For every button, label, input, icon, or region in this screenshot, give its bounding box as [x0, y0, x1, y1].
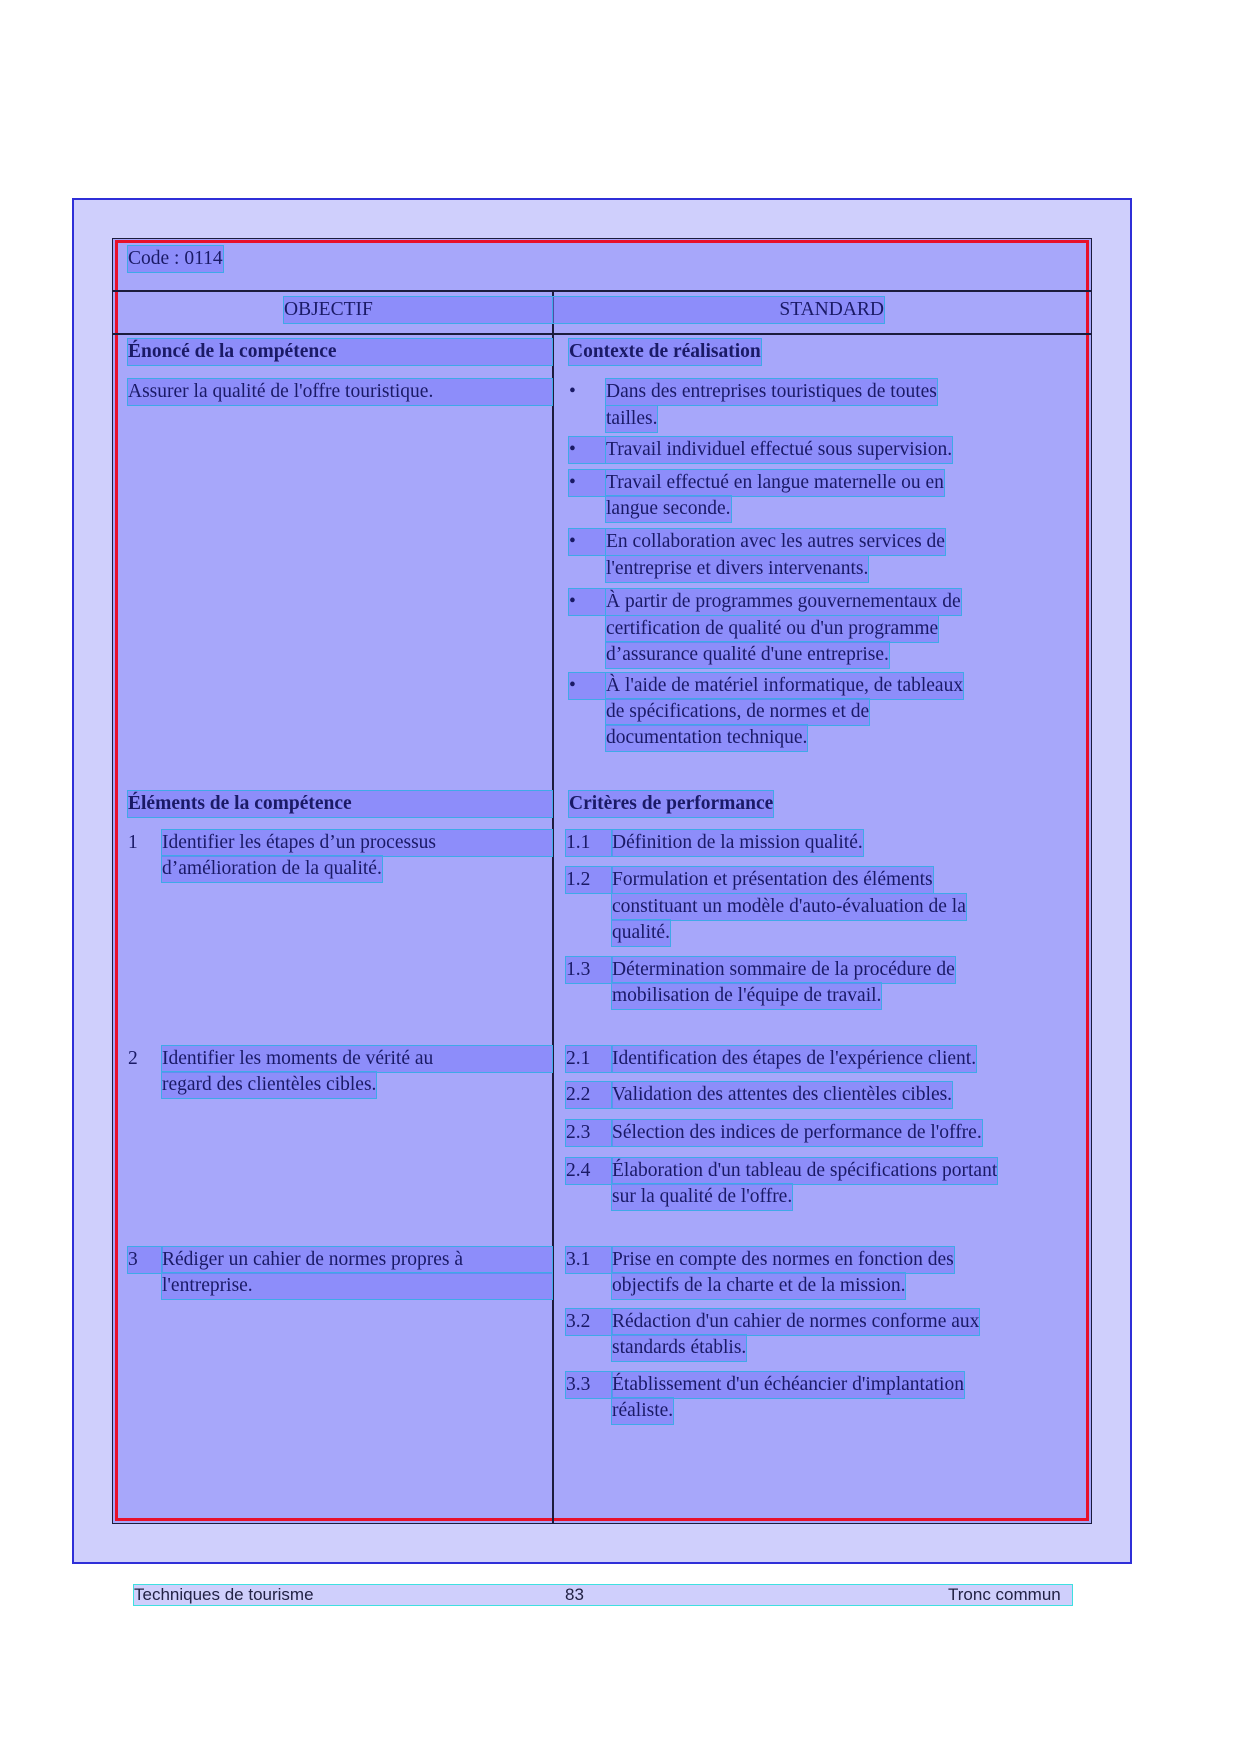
critere-2-2-number: 2.2 [566, 1082, 612, 1108]
critere-1-2-line-2: constituant un modèle d'auto-évaluation de la [612, 894, 966, 920]
element-3-line-1: Rédiger un cahier de normes propres à [162, 1247, 552, 1273]
contexte-heading: Contexte de réalisation [569, 339, 761, 365]
critere-3-2-line-2: standards établis. [612, 1335, 746, 1361]
criteres-heading: Critères de performance [569, 791, 773, 817]
contexte-item-1-line-1: Dans des entreprises touristiques de toutes [606, 379, 937, 405]
contexte-item-4-line-2: l'entreprise et divers intervenants. [606, 556, 868, 582]
contexte-item-6-line-3: documentation technique. [606, 725, 807, 751]
critere-2-4-line-1: Élaboration d'un tableau de spécifications portant [612, 1158, 997, 1184]
critere-1-2-line-1: Formulation et présentation des éléments [612, 867, 933, 893]
critere-1-2-line-3: qualité. [612, 920, 670, 946]
contexte-item-3-line-2: langue seconde. [606, 496, 731, 522]
header-objectif: OBJECTIF [284, 297, 552, 323]
contexte-item-1-line-2: tailles. [606, 406, 657, 432]
element-2-number: 2 [128, 1048, 138, 1069]
footer-program: Techniques de tourisme [134, 1585, 314, 1604]
code-label: Code : 0114 [128, 246, 223, 272]
divider-code [113, 290, 1091, 292]
critere-2-4-number: 2.4 [566, 1158, 612, 1184]
critere-2-4-line-2: sur la qualité de l'offre. [612, 1184, 792, 1210]
contexte-item-4-line-1: En collaboration avec les autres services de [606, 529, 945, 555]
critere-3-1-line-1: Prise en compte des normes en fonction des [612, 1247, 954, 1273]
contexte-item-5-line-3: d’assurance qualité d'une entreprise. [606, 642, 889, 668]
critere-2-1-line-1: Identification des étapes de l'expérience client. [612, 1046, 976, 1072]
bullet-icon: • [569, 529, 605, 555]
contexte-item-5-line-2: certification de qualité ou d'un programme [606, 616, 938, 642]
contexte-item-6-line-2: de spécifications, de normes et de [606, 699, 869, 725]
contexte-item-5-line-1: À partir de programmes gouvernementaux de [606, 589, 961, 615]
bullet-icon: • [569, 381, 576, 402]
element-3-number: 3 [128, 1247, 162, 1273]
footer-section: Tronc commun [948, 1585, 1061, 1604]
enonce-text: Assurer la qualité de l'offre touristique. [128, 379, 552, 405]
critere-2-3-line-1: Sélection des indices de performance de l'offre. [612, 1120, 982, 1146]
contexte-item-2-line-1: Travail individuel effectué sous supervision. [606, 437, 952, 463]
elements-heading: Éléments de la compétence [128, 791, 552, 817]
header-standard: STANDARD [553, 297, 884, 323]
bullet-icon: • [569, 673, 605, 699]
contexte-item-6-line-1: À l'aide de matériel informatique, de tableaux [606, 673, 963, 699]
divider-headers [113, 333, 1091, 335]
critere-2-3-number: 2.3 [566, 1120, 612, 1146]
column-divider [552, 291, 554, 1523]
contexte-item-3-line-1: Travail effectué en langue maternelle ou en [606, 470, 944, 496]
critere-3-2-number: 3.2 [566, 1309, 612, 1335]
critere-1-3-number: 1.3 [566, 957, 612, 983]
critere-1-1-number: 1.1 [566, 830, 612, 856]
enonce-heading: Énoncé de la compétence [128, 339, 552, 365]
element-1-number: 1 [128, 832, 138, 853]
critere-3-1-number: 3.1 [566, 1247, 612, 1273]
critere-3-3-number: 3.3 [566, 1372, 612, 1398]
footer-page-number: 83 [565, 1585, 584, 1604]
critere-3-3-line-1: Établissement d'un échéancier d'implantation [612, 1372, 964, 1398]
critere-1-1-line-1: Définition de la mission qualité. [612, 830, 863, 856]
element-2-line-2: regard des clientèles cibles. [162, 1072, 376, 1098]
critere-1-3-line-1: Détermination sommaire de la procédure de [612, 957, 955, 983]
critere-1-3-line-2: mobilisation de l'équipe de travail. [612, 983, 881, 1009]
element-1-line-1: Identifier les étapes d’un processus [162, 830, 552, 856]
element-1-line-2: d’amélioration de la qualité. [162, 856, 382, 882]
critere-3-3-line-2: réaliste. [612, 1398, 673, 1424]
bullet-icon: • [569, 470, 605, 496]
bullet-icon: • [569, 589, 605, 615]
element-3-line-2: l'entreprise. [162, 1273, 552, 1299]
element-2-line-1: Identifier les moments de vérité au [162, 1046, 552, 1072]
bullet-icon: • [569, 437, 605, 463]
critere-3-1-line-2: objectifs de la charte et de la mission. [612, 1273, 905, 1299]
critere-2-2-line-1: Validation des attentes des clientèles cibles. [612, 1082, 952, 1108]
critere-2-1-number: 2.1 [566, 1046, 612, 1072]
critere-1-2-number: 1.2 [566, 867, 612, 893]
critere-3-2-line-1: Rédaction d'un cahier de normes conforme aux [612, 1309, 979, 1335]
